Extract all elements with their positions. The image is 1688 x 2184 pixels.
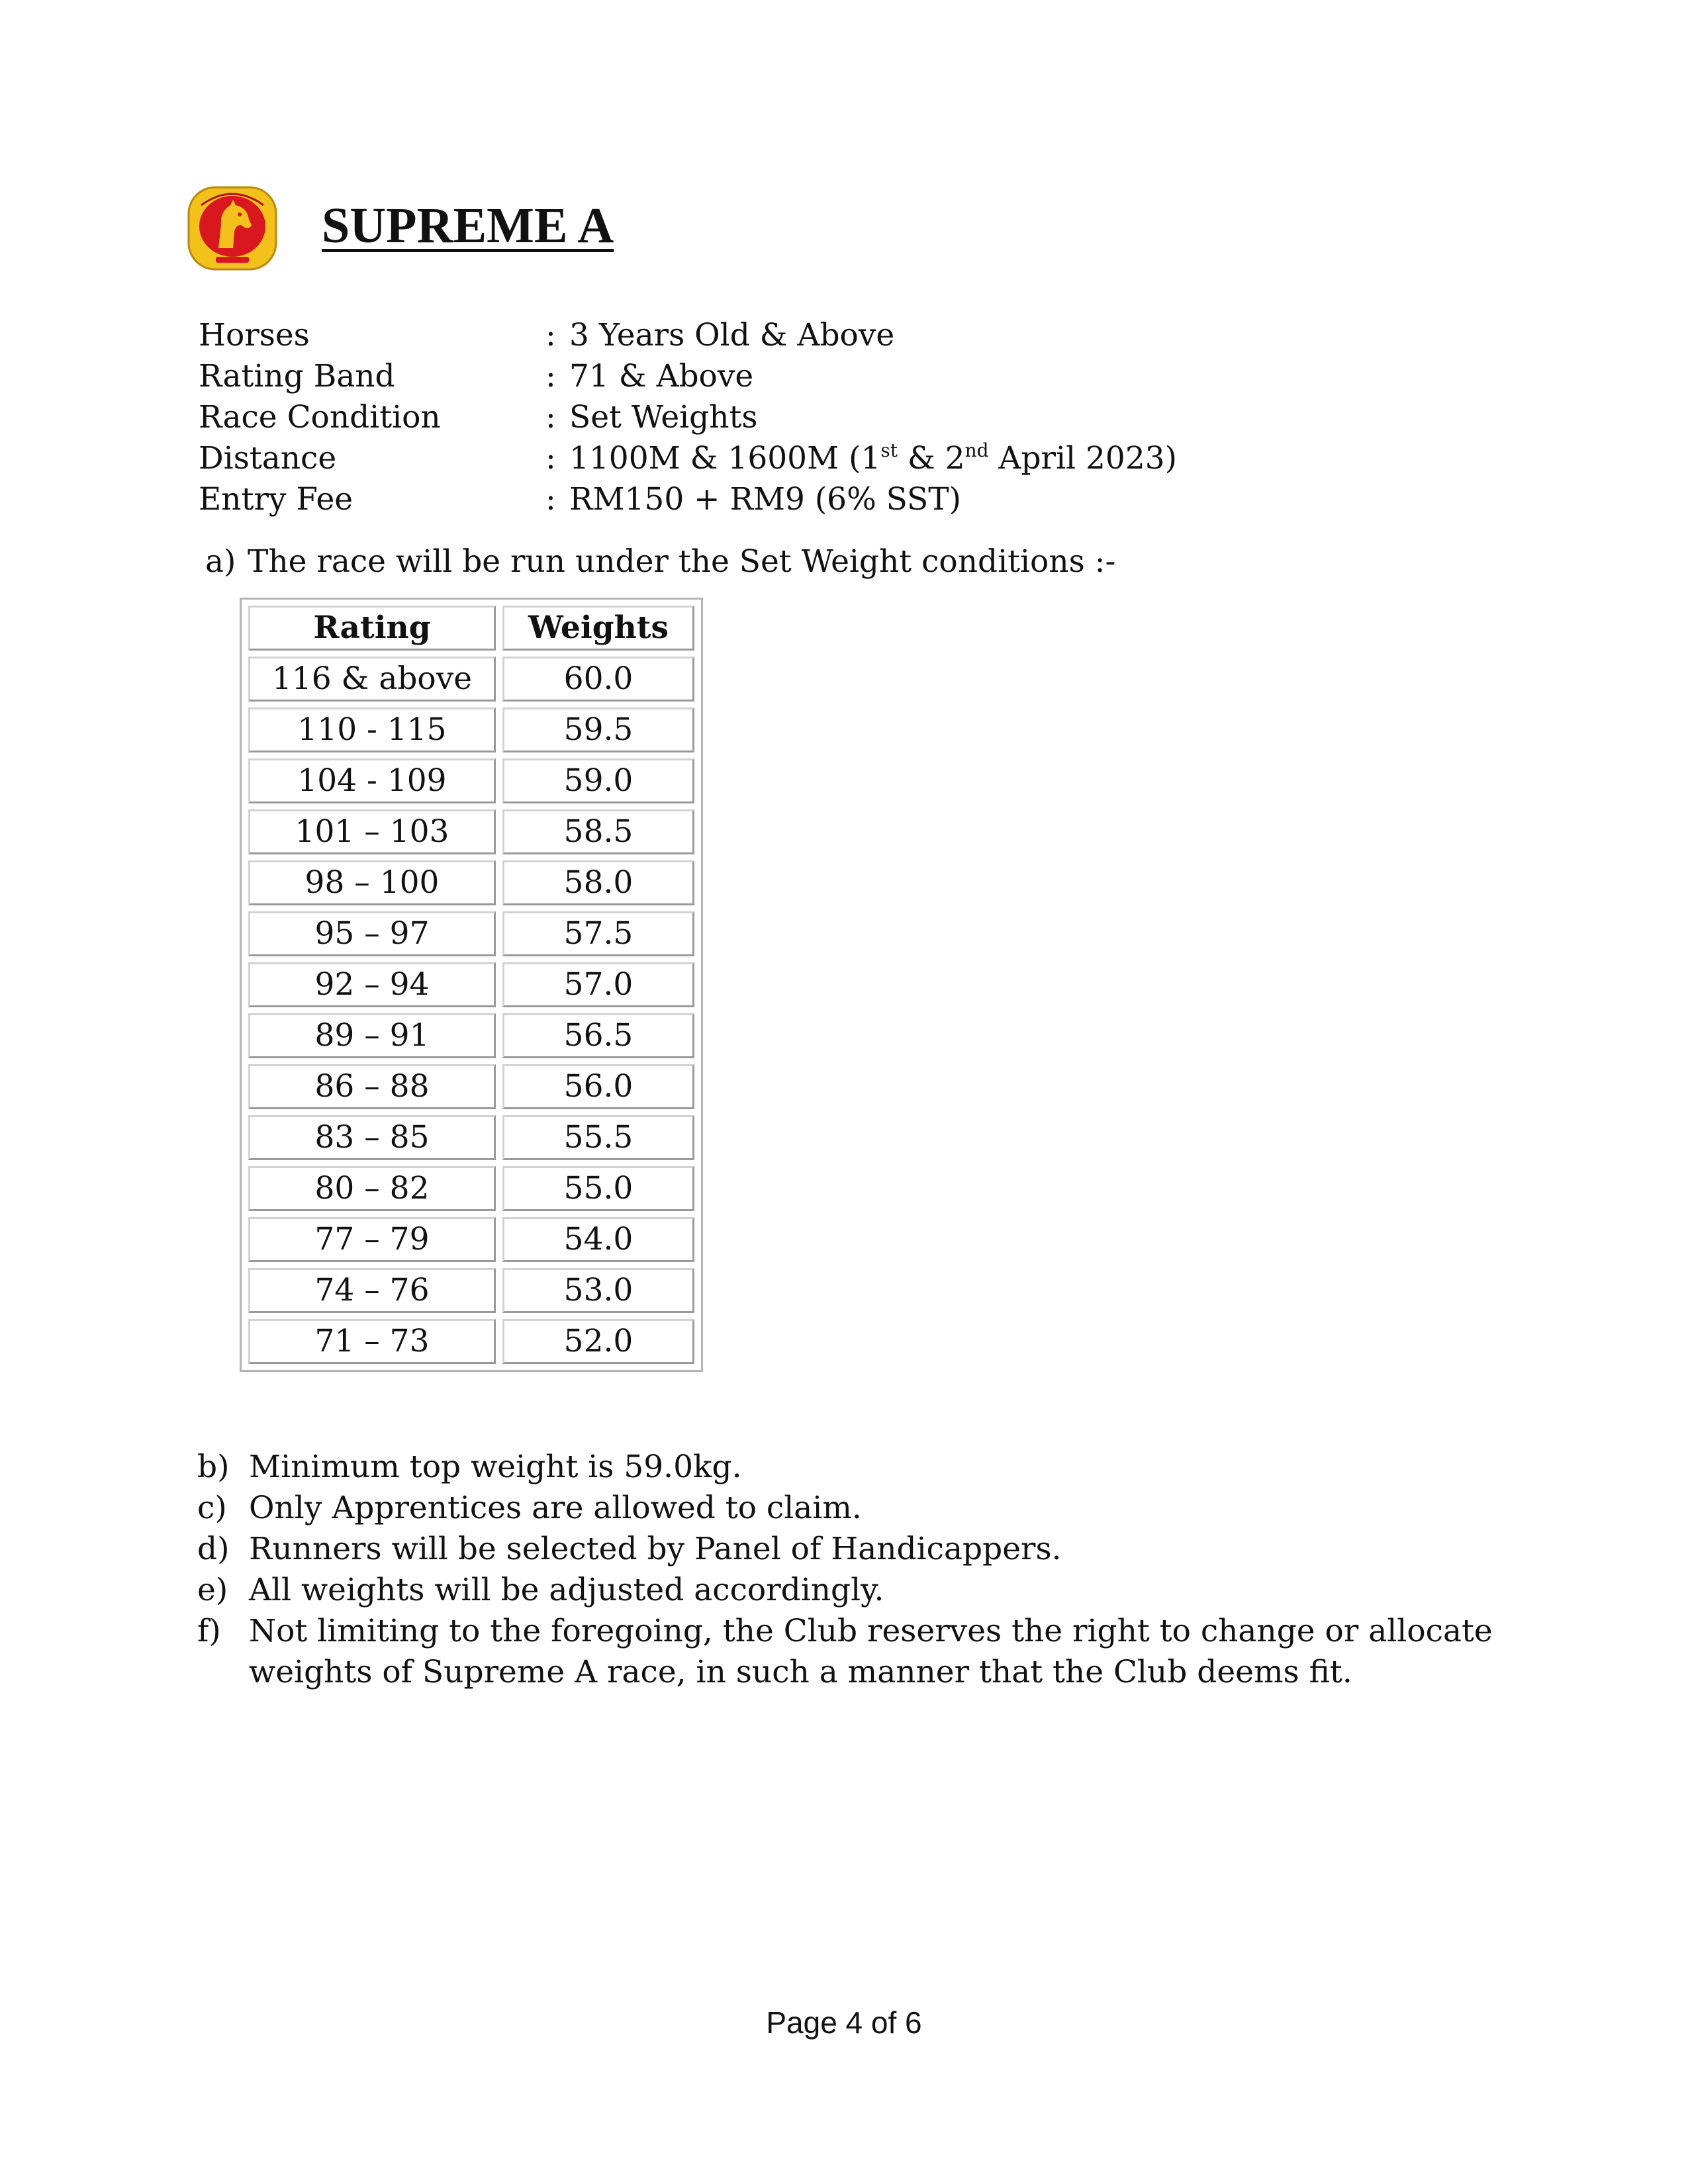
info-colon: : <box>545 317 556 353</box>
note-text: Not limiting to the foregoing, the Club reserves the right to change or allocate <box>249 1613 1493 1649</box>
rating-cell: 116 & above <box>248 657 496 702</box>
info-label: Rating Band <box>199 358 395 394</box>
table-row <box>248 1217 694 1262</box>
weight-cell: 54.0 <box>502 1217 694 1262</box>
info-label: Horses <box>199 317 310 353</box>
table-row <box>248 962 694 1007</box>
list-item <box>197 1488 1493 1529</box>
page-number: Page 4 of 6 <box>766 2005 922 2040</box>
rating-cell: 104 - 109 <box>248 758 496 803</box>
rating-cell: 98 – 100 <box>248 860 496 905</box>
column-header-rating: Rating <box>248 606 496 651</box>
weight-cell: 55.0 <box>502 1166 694 1211</box>
weight-cell: 55.5 <box>502 1115 694 1160</box>
info-value: 3 Years Old & Above <box>569 317 895 353</box>
rating-cell: 80 – 82 <box>248 1166 496 1211</box>
info-colon: : <box>545 399 556 435</box>
list-marker: f) <box>197 1613 221 1649</box>
weight-cell: 58.0 <box>502 860 694 905</box>
table-row <box>248 1319 694 1364</box>
weight-cell: 59.5 <box>502 707 694 752</box>
weight-cell: 56.0 <box>502 1064 694 1109</box>
rating-cell: 110 - 115 <box>248 707 496 752</box>
rating-cell: 86 – 88 <box>248 1064 496 1109</box>
distance-text: 1100M & 1600M (1 <box>569 440 881 477</box>
info-value: RM150 + RM9 (6% SST) <box>569 481 961 518</box>
weights-table <box>240 598 703 1372</box>
list-item <box>197 1529 1493 1570</box>
notes-list <box>197 1447 1493 1693</box>
rating-cell: 77 – 79 <box>248 1217 496 1262</box>
table-row <box>248 758 694 803</box>
page-title: SUPREME A <box>322 198 614 253</box>
note-text: All weights will be adjusted accordingly. <box>249 1572 884 1608</box>
weight-cell: 59.0 <box>502 758 694 803</box>
weight-cell: 56.5 <box>502 1013 694 1058</box>
table-header-row <box>248 606 694 651</box>
list-marker: d) <box>197 1531 230 1567</box>
info-colon: : <box>545 481 556 518</box>
weight-cell: 58.5 <box>502 809 694 854</box>
list-item <box>197 1447 1493 1488</box>
rating-cell: 83 – 85 <box>248 1115 496 1160</box>
info-colon: : <box>545 440 556 477</box>
list-item <box>197 1611 1493 1693</box>
table-row <box>248 1064 694 1109</box>
ordinal-suffix: nd <box>964 439 989 461</box>
table-row <box>248 911 694 956</box>
weight-cell: 60.0 <box>502 657 694 702</box>
table-row <box>248 707 694 752</box>
info-label: Distance <box>199 440 337 477</box>
info-value <box>569 438 1177 479</box>
distance-text: April 2023) <box>988 440 1177 477</box>
info-colon: : <box>545 358 556 394</box>
note-text-continued: weights of Supreme A race, in such a manner that the Club deems fit. <box>249 1654 1352 1690</box>
weight-cell: 57.0 <box>502 962 694 1007</box>
table-row <box>248 657 694 702</box>
table-row <box>248 1268 694 1313</box>
column-header-weights: Weights <box>502 606 694 651</box>
rating-cell: 101 – 103 <box>248 809 496 854</box>
info-label: Entry Fee <box>199 481 353 518</box>
weight-cell: 52.0 <box>502 1319 694 1364</box>
note-text: Only Apprentices are allowed to claim. <box>249 1490 862 1526</box>
list-item <box>197 1570 1493 1611</box>
list-marker: a) <box>205 543 236 580</box>
weight-cell: 53.0 <box>502 1268 694 1313</box>
rating-cell: 71 – 73 <box>248 1319 496 1364</box>
note-text: Runners will be selected by Panel of Handicappers. <box>249 1531 1062 1567</box>
note-text: Minimum top weight is 59.0kg. <box>249 1449 742 1485</box>
rating-cell: 92 – 94 <box>248 962 496 1007</box>
table-row <box>248 860 694 905</box>
club-logo-icon <box>187 185 278 271</box>
info-label: Race Condition <box>199 399 441 435</box>
rating-cell: 95 – 97 <box>248 911 496 956</box>
rating-cell: 74 – 76 <box>248 1268 496 1313</box>
list-marker: b) <box>197 1449 230 1485</box>
table-row <box>248 1166 694 1211</box>
table-row <box>248 809 694 854</box>
info-value: 71 & Above <box>569 358 754 394</box>
intro-text: The race will be run under the Set Weight conditions :- <box>248 543 1116 580</box>
ordinal-suffix: st <box>880 439 898 461</box>
info-value: Set Weights <box>569 399 758 435</box>
rating-cell: 89 – 91 <box>248 1013 496 1058</box>
distance-text: & 2 <box>898 440 965 477</box>
table-row <box>248 1013 694 1058</box>
intro-line <box>205 541 1115 582</box>
weight-cell: 57.5 <box>502 911 694 956</box>
list-marker: e) <box>197 1572 228 1608</box>
list-marker: c) <box>197 1490 227 1526</box>
table-row <box>248 1115 694 1160</box>
